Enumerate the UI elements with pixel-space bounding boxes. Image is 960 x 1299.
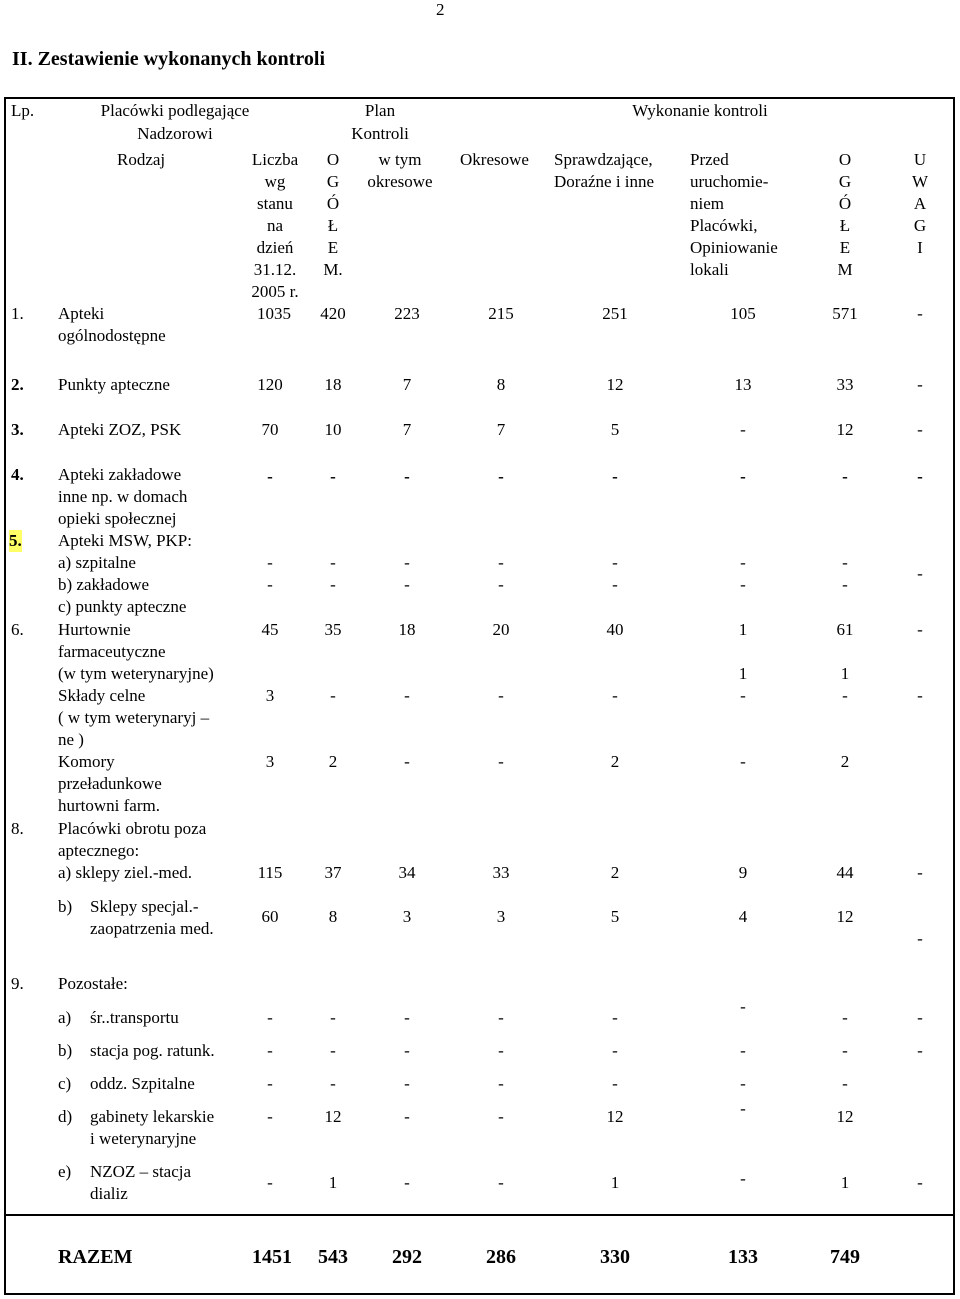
cell-przed: -: [740, 686, 746, 705]
row-name: Punkty apteczne: [58, 375, 170, 394]
cell-okresowe-plan: 3: [402, 907, 412, 926]
header-uwagi-0: U: [913, 150, 927, 169]
cell-okresowe-plan: -: [404, 1074, 410, 1093]
cell-okresowe-plan: -: [404, 467, 410, 486]
header-ogolem-plan-3: Ł: [327, 216, 339, 235]
header-liczba-1: wg: [264, 172, 286, 191]
cell-sprawdzajace: 1: [610, 1173, 620, 1192]
row-name: Placówki obrotu poza: [58, 819, 207, 838]
cell-okresowe: -: [498, 1107, 504, 1126]
header-rodzaj: Rodzaj: [117, 150, 166, 169]
cell-ogolem-plan: -: [330, 575, 336, 594]
cell-ogolem-wyk: 44: [836, 863, 854, 882]
cell-ogolem-wyk: 12: [836, 1107, 854, 1126]
cell-sprawdzajace: -: [612, 467, 618, 486]
cell-ogolem-wyk: -: [842, 467, 848, 486]
cell-okresowe: -: [498, 1008, 504, 1027]
cell-przed: -: [740, 1099, 746, 1118]
cell-liczba: -: [267, 575, 273, 594]
row-name: opieki społecznej: [58, 509, 177, 528]
cell-ogolem-plan: -: [330, 467, 336, 486]
row-name: ne ): [58, 730, 84, 749]
cell-okresowe-plan: -: [404, 686, 410, 705]
section-title: II. Zestawienie wykonanych kontroli: [12, 48, 326, 70]
row-name: hurtowni farm.: [58, 796, 160, 815]
row-name: dializ: [90, 1184, 128, 1203]
cell-sprawdzajace: -: [612, 686, 618, 705]
header-ogolem-wyk-4: E: [839, 238, 851, 257]
row-letter: b): [58, 897, 73, 916]
cell-sprawdzajace: -: [612, 1074, 618, 1093]
cell-ogolem-wyk: -: [842, 686, 848, 705]
total-okresowe-plan: 292: [392, 1246, 422, 1268]
row-name: (w tym weterynaryjne): [58, 664, 214, 683]
cell-okresowe-plan: 223: [394, 304, 420, 323]
cell-przed: -: [740, 1169, 746, 1188]
cell-okresowe: 20: [492, 620, 510, 639]
row-name: oddz. Szpitalne: [90, 1074, 195, 1093]
row-name: aptecznego:: [58, 841, 140, 860]
cell-ogolem-wyk: 12: [836, 420, 854, 439]
header-wykonanie: Wykonanie kontroli: [632, 101, 768, 120]
total-ogolem-wyk: 749: [830, 1246, 860, 1268]
cell-okresowe-plan: 34: [398, 863, 416, 882]
cell-sprawdzajace: 251: [602, 304, 628, 323]
row-number: 8.: [11, 819, 24, 838]
row-letter: e): [58, 1162, 72, 1181]
cell-ogolem-wyk: -: [842, 1008, 848, 1027]
row-number: 4.: [11, 465, 24, 484]
row-name: zaopatrzenia med.: [90, 919, 214, 938]
cell-liczba: 120: [257, 375, 283, 394]
header-uwagi-1: W: [911, 172, 929, 191]
header-liczba-0: Liczba: [251, 150, 299, 169]
cell-ogolem-plan: 37: [324, 863, 342, 882]
total-liczba: 1451: [252, 1246, 292, 1268]
cell-ogolem-wyk: 33: [836, 375, 854, 394]
cell-okresowe: -: [498, 575, 504, 594]
cell-ogolem-wyk: 571: [832, 304, 858, 323]
cell-przed: -: [740, 1041, 746, 1060]
row-label: Pozostałe:: [58, 974, 128, 993]
cell-przed: 13: [734, 375, 752, 394]
cell-ogolem-wyk: 2: [840, 752, 850, 771]
cell-ogolem-plan: 2: [328, 752, 338, 771]
cell-okresowe: -: [498, 553, 504, 572]
cell-przed: -: [740, 467, 746, 486]
cell-liczba: -: [267, 1173, 273, 1192]
cell-ogolem-wyk: 12: [836, 907, 854, 926]
cell-ogolem-plan: -: [330, 686, 336, 705]
row-name: a) sklepy ziel.-med.: [58, 863, 193, 882]
cell-ogolem-plan: 12: [324, 1107, 342, 1126]
cell-okresowe-plan: -: [404, 1041, 410, 1060]
header-ogolem-wyk-3: Ł: [839, 216, 851, 235]
header-przed-3: Placówki,: [690, 216, 758, 235]
cell-uwagi: -: [917, 929, 923, 948]
header-ogolem-plan-2: Ó: [326, 194, 340, 213]
cell-uwagi: -: [917, 1041, 923, 1060]
header-ogolem-wyk-0: O: [838, 150, 852, 169]
row-number: 2.: [11, 375, 24, 394]
header-liczba-6: 2005 r.: [251, 282, 299, 301]
cell-ogolem-plan: 8: [328, 907, 338, 926]
cell-przed: -: [740, 997, 746, 1016]
cell-sprawdzajace: 40: [606, 620, 624, 639]
cell-liczba: 45: [261, 620, 279, 639]
row-number: 3.: [11, 420, 24, 439]
row-name: stacja pog. ratunk.: [90, 1041, 215, 1060]
cell-liczba: -: [267, 1074, 273, 1093]
header-ogolem-plan-0: O: [326, 150, 340, 169]
cell-przed: -: [740, 553, 746, 572]
header-uwagi-2: A: [913, 194, 927, 213]
page-number: 2: [436, 0, 445, 19]
total-ogolem-plan: 543: [318, 1246, 348, 1268]
cell-okresowe: -: [498, 1074, 504, 1093]
cell-okresowe: 215: [488, 304, 514, 323]
cell-ogolem-wyk: 1: [840, 1173, 850, 1192]
cell-liczba: 115: [257, 863, 283, 882]
cell-liczba: 3: [265, 686, 275, 705]
cell-uwagi: -: [917, 863, 923, 882]
cell-liczba: 1035: [257, 304, 291, 323]
row-name: gabinety lekarskie: [90, 1107, 215, 1126]
row-name: ( w tym weterynaryj –: [58, 708, 210, 727]
row-name: Apteki: [58, 304, 105, 323]
header-w-tym: w tym: [378, 150, 422, 169]
cell-ogolem-wyk: 1: [840, 664, 850, 683]
header-okresowe: Okresowe: [460, 150, 529, 169]
header-liczba-3: na: [266, 216, 284, 235]
header-przed-0: Przed: [690, 150, 729, 169]
row-name: ogólnodostępne: [58, 326, 166, 345]
header-nadzorowi: Nadzorowi: [137, 124, 213, 143]
row-name: inne np. w domach: [58, 487, 188, 506]
row-letter: c): [58, 1074, 72, 1093]
row-letter: a): [58, 1008, 72, 1027]
cell-uwagi: -: [917, 686, 923, 705]
row-number: 1.: [11, 304, 24, 323]
row-name: Apteki MSW, PKP:: [58, 531, 192, 550]
cell-liczba: 70: [261, 420, 279, 439]
cell-liczba: -: [267, 1041, 273, 1060]
header-ogolem-wyk-2: Ó: [838, 194, 852, 213]
total-okresowe: 286: [486, 1246, 516, 1268]
cell-okresowe: 7: [496, 420, 506, 439]
cell-liczba: 60: [261, 907, 279, 926]
row-name: a) szpitalne: [58, 553, 136, 572]
totals-label: RAZEM: [58, 1246, 133, 1268]
row-name: i weterynaryjne: [90, 1129, 197, 1148]
cell-okresowe: -: [498, 1173, 504, 1192]
header-lp: Lp.: [11, 101, 35, 120]
header-ogolem-wyk-5: M: [837, 260, 853, 279]
cell-sprawdzajace: 12: [606, 375, 624, 394]
cell-ogolem-plan: 18: [324, 375, 342, 394]
cell-ogolem-plan: 420: [320, 304, 346, 323]
row-name: Apteki zakładowe: [58, 465, 182, 484]
cell-uwagi: -: [917, 1173, 923, 1192]
cell-okresowe: -: [498, 467, 504, 486]
cell-uwagi: -: [917, 1008, 923, 1027]
header-okresowe-plan: okresowe: [367, 172, 433, 191]
row-letter: b): [58, 1041, 73, 1060]
cell-okresowe: 8: [496, 375, 506, 394]
row-name: Składy celne: [58, 686, 146, 705]
cell-liczba: 3: [265, 752, 275, 771]
cell-ogolem-plan: 35: [324, 620, 342, 639]
header-ogolem-plan-5: M.: [323, 260, 343, 279]
row-name: Apteki ZOZ, PSK: [58, 420, 182, 439]
cell-ogolem-plan: -: [330, 1008, 336, 1027]
row-name: Hurtownie: [58, 620, 131, 639]
header-kontroli: Kontroli: [351, 124, 409, 143]
cell-przed: 4: [738, 907, 748, 926]
table-divider: [4, 1214, 955, 1216]
cell-ogolem-plan: -: [330, 553, 336, 572]
header-ogolem-plan-1: G: [326, 172, 340, 191]
cell-liczba: -: [267, 1008, 273, 1027]
cell-uwagi: -: [917, 375, 923, 394]
row-name: farmaceutyczne: [58, 642, 166, 661]
header-placowki: Placówki podlegające: [100, 101, 250, 120]
cell-okresowe: 33: [492, 863, 510, 882]
header-liczba-4: dzień: [256, 238, 294, 257]
total-sprawdzajace: 330: [600, 1246, 630, 1268]
cell-okresowe-plan: -: [404, 1008, 410, 1027]
cell-okresowe-plan: -: [404, 575, 410, 594]
cell-okresowe-plan: -: [404, 1107, 410, 1126]
cell-okresowe-plan: -: [404, 1173, 410, 1192]
cell-liczba: -: [267, 553, 273, 572]
cell-sprawdzajace: -: [612, 575, 618, 594]
cell-okresowe-plan: -: [404, 752, 410, 771]
cell-liczba: -: [267, 1107, 273, 1126]
cell-okresowe: 3: [496, 907, 506, 926]
header-ogolem-plan-4: E: [327, 238, 339, 257]
cell-sprawdzajace: 5: [610, 420, 620, 439]
row-name: Komory: [58, 752, 115, 771]
row-name: c) punkty apteczne: [58, 597, 187, 616]
cell-okresowe: -: [498, 1041, 504, 1060]
cell-przed: 1: [738, 664, 748, 683]
cell-ogolem-wyk: -: [842, 1041, 848, 1060]
row-name: Sklepy specjal.-: [90, 897, 199, 916]
cell-sprawdzajace: -: [612, 1008, 618, 1027]
cell-przed: 1: [738, 620, 748, 639]
cell-sprawdzajace: 2: [610, 863, 620, 882]
cell-przed: -: [740, 420, 746, 439]
cell-okresowe-plan: 7: [402, 420, 412, 439]
header-przed-4: Opiniowanie: [690, 238, 778, 257]
cell-sprawdzajace: -: [612, 1041, 618, 1060]
header-liczba-2: stanu: [257, 194, 293, 213]
cell-sprawdzajace: 12: [606, 1107, 624, 1126]
cell-okresowe-plan: -: [404, 553, 410, 572]
cell-ogolem-wyk: 61: [836, 620, 854, 639]
cell-sprawdzajace: -: [612, 553, 618, 572]
row-name: przeładunkowe: [58, 774, 162, 793]
cell-ogolem-plan: 10: [324, 420, 342, 439]
row-name: NZOZ – stacja: [90, 1162, 192, 1181]
cell-przed: -: [740, 575, 746, 594]
header-przed-5: lokali: [690, 260, 729, 279]
header-sprawdzajace-1: Doraźne i inne: [554, 172, 655, 191]
cell-przed: -: [740, 752, 746, 771]
header-liczba-5: 31.12.: [253, 260, 297, 279]
header-sprawdzajace-0: Sprawdzające,: [554, 150, 653, 169]
cell-sprawdzajace: 5: [610, 907, 620, 926]
cell-ogolem-wyk: -: [842, 575, 848, 594]
row-number: 6.: [11, 620, 24, 639]
header-uwagi-3: G: [913, 216, 927, 235]
cell-uwagi: -: [917, 564, 923, 583]
header-przed-1: uruchomie-: [690, 172, 769, 191]
cell-przed: -: [740, 1074, 746, 1093]
row-name: b) zakładowe: [58, 575, 150, 594]
row-letter: d): [58, 1107, 73, 1126]
cell-ogolem-wyk: -: [842, 553, 848, 572]
cell-uwagi: -: [917, 620, 923, 639]
header-plan: Plan: [364, 101, 396, 120]
cell-okresowe: -: [498, 686, 504, 705]
cell-ogolem-plan: -: [330, 1041, 336, 1060]
header-przed-2: niem: [690, 194, 724, 213]
cell-ogolem-plan: -: [330, 1074, 336, 1093]
cell-przed: 9: [738, 863, 748, 882]
row-number-highlighted: 5.: [9, 531, 22, 550]
header-uwagi-4: I: [917, 238, 923, 257]
cell-uwagi: -: [917, 467, 923, 486]
cell-uwagi: -: [917, 420, 923, 439]
row-name: śr..transportu: [90, 1008, 179, 1027]
cell-sprawdzajace: 2: [610, 752, 620, 771]
cell-okresowe-plan: 18: [398, 620, 416, 639]
header-ogolem-wyk-1: G: [838, 172, 852, 191]
cell-ogolem-wyk: -: [842, 1074, 848, 1093]
total-przed: 133: [728, 1246, 758, 1268]
cell-okresowe: -: [498, 752, 504, 771]
cell-liczba: -: [267, 467, 273, 486]
cell-ogolem-plan: 1: [328, 1173, 338, 1192]
cell-przed: 105: [730, 304, 756, 323]
cell-uwagi: -: [917, 304, 923, 323]
cell-okresowe-plan: 7: [402, 375, 412, 394]
row-number: 9.: [11, 974, 24, 993]
